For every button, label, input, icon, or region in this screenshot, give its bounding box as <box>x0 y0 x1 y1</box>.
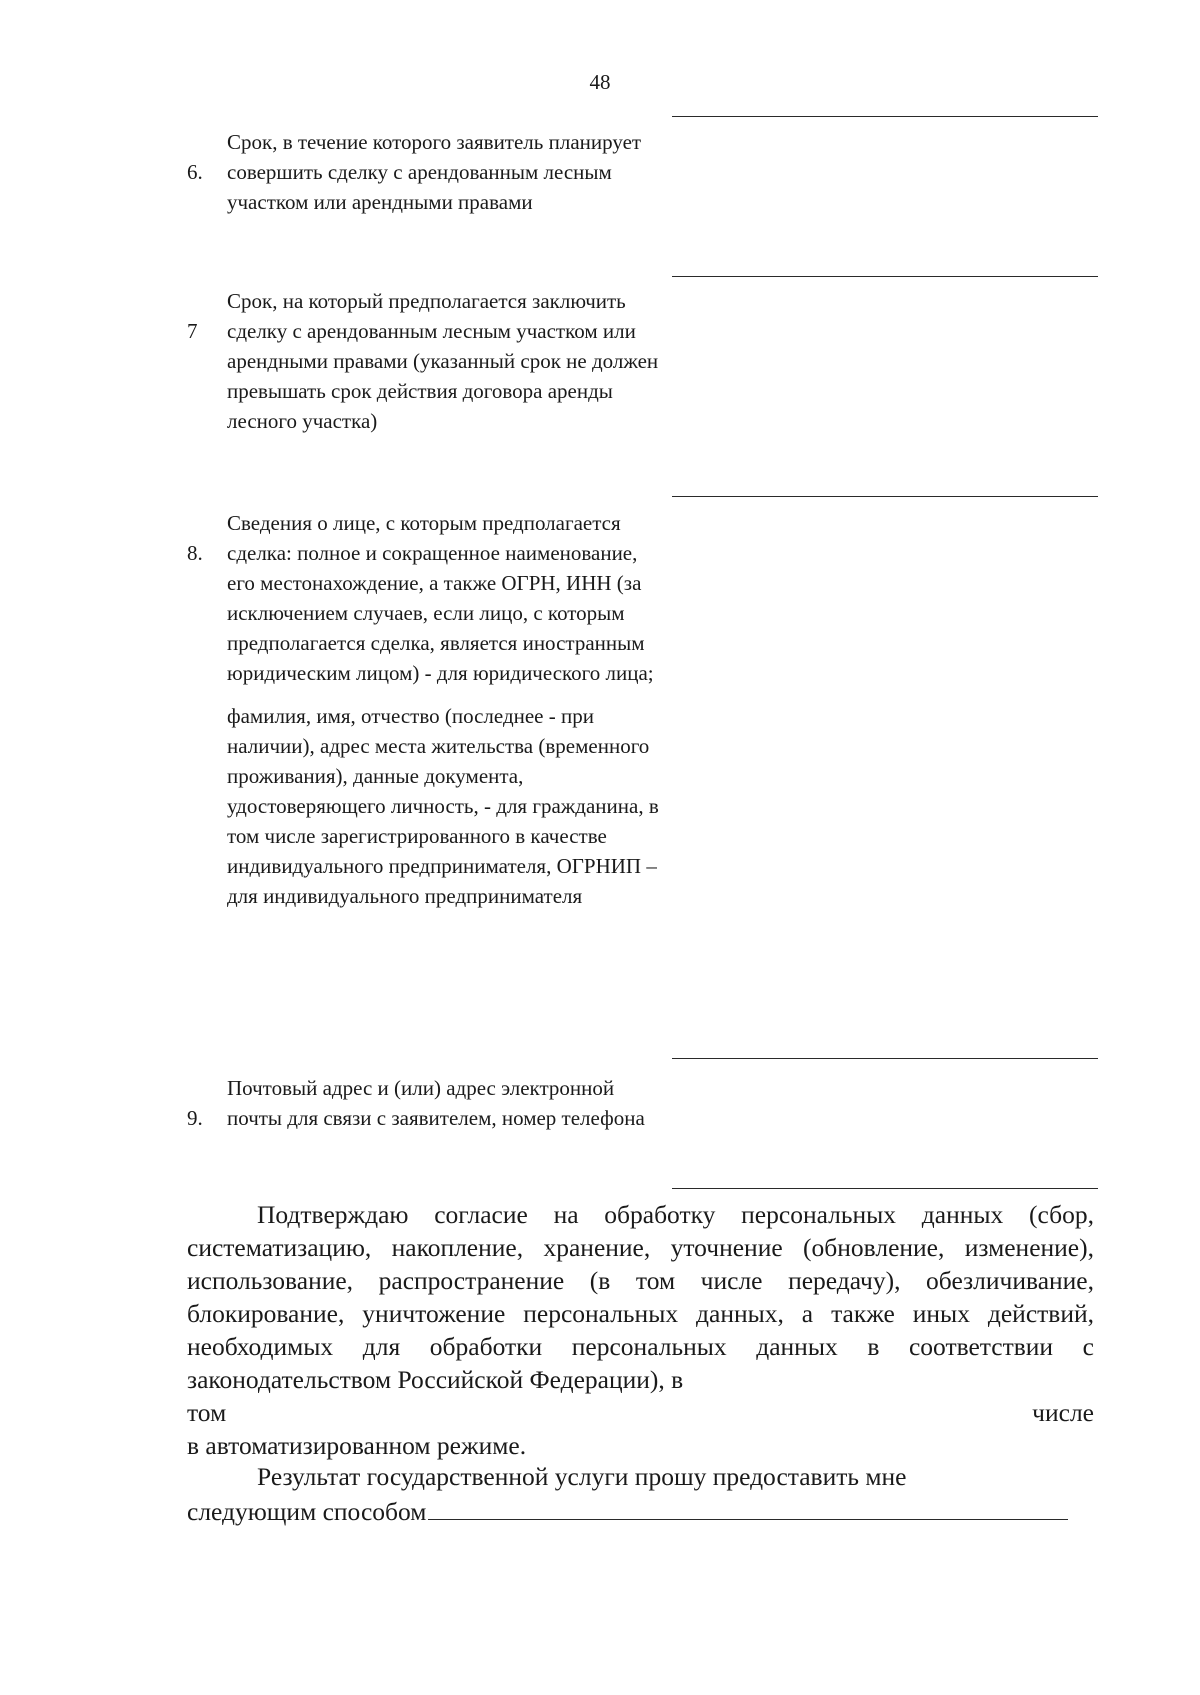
item-label <box>227 508 667 911</box>
item-paragraph: Сведения о лице, с которым предполагается сделка: полное и сокращенное наименование, его местонахождение, а также ОГРН, ИНН (за исключением случаев, если лицо, с которым предполагается сделка, является иностранным юридическим лицом) - для юридического лица; <box>227 511 654 685</box>
result-method <box>187 1460 1094 1528</box>
consent-paragraph <box>187 1198 1094 1462</box>
consent-split-left: том <box>187 1398 227 1427</box>
consent-split-line <box>187 1396 1094 1429</box>
answer-line <box>672 276 1098 277</box>
item-number: 9. <box>187 1106 203 1130</box>
item-label <box>227 286 667 436</box>
consent-body <box>187 1198 1094 1396</box>
answer-line <box>672 1058 1098 1059</box>
page-number: 48 <box>589 70 611 94</box>
answer-line <box>672 496 1098 497</box>
consent-text: Подтверждаю согласие на обработку персональных данных (сбор, систематизацию, накопление, хранение, уточнение (обновление, изменение), использование, распространение (в том числе передачу), обезличивание, блокирование, уничтожение персональных данных, а также иных действий, необходимых для обработки персональных данных в соответствии с законодательством Российской Федерации), в <box>187 1200 1094 1394</box>
item-paragraph: Почтовый адрес и (или) адрес электронной почты для связи с заявителем, номер телефона <box>227 1076 645 1130</box>
item-paragraph: фамилия, имя, отчество (последнее - при наличии), адрес места жительства (временного проживания), данные документа, удостоверяющего личность, - для гражданина, в том числе зарегистрированного в качестве индивидуального предпринимателя, ОГРНИП – для индивидуального предпринимателя <box>227 704 659 908</box>
item-number: 7 <box>187 319 198 343</box>
consent-split-right: числе <box>1032 1398 1094 1427</box>
item-number: 8. <box>187 541 203 565</box>
result-line-2 <box>187 1493 1094 1528</box>
result-method-field[interactable] <box>428 1493 1068 1520</box>
item-label <box>227 1073 667 1133</box>
result-text: Результат государственной услуги прошу предоставить мне <box>257 1462 907 1491</box>
item-label <box>227 127 667 217</box>
answer-line <box>672 116 1098 117</box>
result-method-label: следующим способом <box>187 1497 427 1526</box>
answer-line <box>672 1188 1098 1189</box>
item-number: 6. <box>187 160 203 184</box>
item-paragraph: Срок, в течение которого заявитель планирует совершить сделку с арендованным лесным участком или арендными правами <box>227 130 642 214</box>
result-line-1 <box>187 1460 1094 1493</box>
item-paragraph: Срок, на который предполагается заключить сделку с арендованным лесным участком или арендными правами (указанный срок не должен превышать срок действия договора аренды лесного участка) <box>227 289 659 433</box>
consent-last-line: в автоматизированном режиме. <box>187 1431 527 1460</box>
